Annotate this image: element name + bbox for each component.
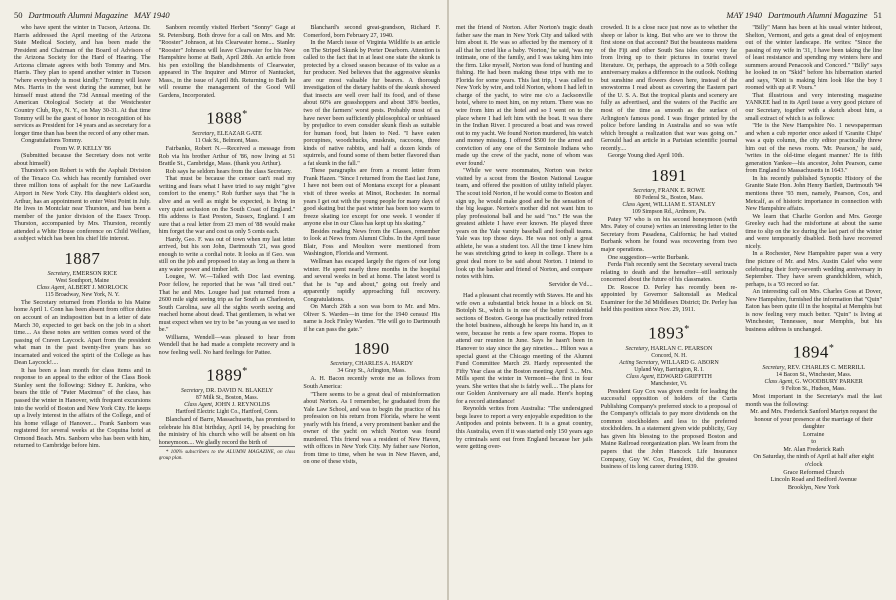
paragraph: met the friend of Norton. After Norton's tragic death father saw the man in New York City and talked with him about it. He was so affected by the memory of it all that he cried like a baby. 'Norton,' he said, 'was my intimate, one of the family, and I was taking him into the firm. Like myself, Norton was fond of hunting and fishing. He had been making these trips with me to Florida for some years. This last trip, I was called to New York by wire, and told Norton, whom I had left in charge of the yacht, to wire me c/o a Jacksonville hotel, where to meet him, on my return. There was no wire from him at the hotel and so I went on to the place where I had left him with the boat. It was there in the Indian River. I procured a boat and was rowed out to my yacht. We found Norton murdered, his watch and money missing. I offered $500 for the arrest and conviction of any one of the Seminole Indians who made up the crew of the yacht, none of whom was ever found.' bbox=[456, 24, 593, 167]
officer-role: Class Agent bbox=[764, 379, 793, 386]
magazine-title: Dartmouth Alumni Magazine bbox=[768, 10, 868, 20]
paragraph: Hardy, Geo. F. was out of town when my last letter arrived, but his son John, Dartmouth '21, was good enough to write a cordial note. It looks as if Geo. was still on the job and proposed to stay as long as there is any water power and timber left. bbox=[158, 235, 296, 273]
text-column bbox=[456, 24, 593, 600]
paragraph: Thurston's son Robert is with the Asphalt Division of the Texaco Co. which has recently furnished over three million tons of asphalt for the new LaGuardia Airport in New York City. His daughter's oldest son, Arthur, has an appointment to enter West Point in July. He lives in Montclair near Thurston, and has been a member of the junior division of the Essex Troop. Thurston, accompanied by Mrs. Thurston, recently attended a White House conference on Child Welfare, a subject which has been his chief life interest. bbox=[14, 167, 151, 243]
officer-address: 11 Oak St., Belmont, Mass. bbox=[195, 138, 259, 145]
officer-address: 80 Federal St., Boston, Mass. bbox=[634, 194, 704, 201]
paragraph: Reynolds writes from Australia: "The undersigned begs leave to report a very enjoyable expedition to the Antipodes and points between. It is a great country, this Australia, even if it was started only 150 years ago by criminals sent out from England because her jails were getting over- bbox=[456, 405, 593, 451]
running-head-left bbox=[14, 10, 440, 24]
officer-line: Class Agent, JOHN J. REYNOLDS bbox=[184, 402, 270, 409]
paragraph: An interesting call on Mrs. Charles Goss at Dover, New Hampshire, furnished the information that "Quin" Eaton has been quite ill in the hospital at Memphis but is now feeling very much better. "Quin" is living at Winchester, Tennessee, near Memphis, but his business address is unchanged. bbox=[745, 288, 883, 333]
officer-address: Concord, N. H. bbox=[651, 352, 687, 359]
subscriber-mark: * bbox=[828, 343, 835, 355]
officer-role: Secretary bbox=[330, 361, 353, 368]
subscriber-mark: * bbox=[684, 323, 690, 335]
text-column bbox=[14, 24, 151, 600]
issue-date: MAY 1940 bbox=[133, 10, 170, 20]
paragraph: Congratulations Tommy. bbox=[21, 137, 83, 145]
class-year-heading: 1894* bbox=[792, 343, 835, 363]
officer-role: Secretary bbox=[47, 270, 70, 277]
officer-address: 34 Gray St., Arlington, Mass. bbox=[337, 368, 406, 375]
officer-name: DR. DAVID N. BLAKELY bbox=[205, 388, 274, 395]
paragraph: President Guy Cox was given credit for leading the successful opposition of holders of the Curtis Publishing Company's preferred stock to a proposal of the Company's officials to pay more dividends on the common stockholders and less to the preferred stockholders. In a statement given wide publicity, Guy has given his blessing to the proposed Boston and Maine Railroad reorganization plan. We learn from the papers that the John Hancock Life Insurance Company, Guy W. Cox, President, did the greatest business of its long career during 1939. bbox=[600, 387, 738, 471]
class-officer bbox=[601, 202, 738, 216]
paragraph: One suggestion—write Burbank. bbox=[607, 253, 690, 261]
paragraph: Lougee, W. W.—Talked with Doc last evening. Poor fellow, he reported that he was "all tired out." That he and Mrs. Lougee had just returned from a 2600 mile sight seeing trip as far South as Charleston, South Carolina, saw all the sights worth seeing and reached home about dead. That gentlemen, is what we must expect when we try to be "as young as we used to be." bbox=[158, 273, 296, 334]
class-year-heading: 1890 bbox=[353, 339, 390, 359]
officer-line: Acting Secretary, WILLARD G. ABORN bbox=[619, 359, 719, 366]
text-column bbox=[601, 24, 738, 600]
class-year-heading: 1888* bbox=[206, 109, 248, 129]
officer-role: Secretary bbox=[625, 345, 648, 352]
paragraph: Lincoln Road and Bedford Avenue bbox=[770, 476, 857, 484]
paragraph: who have spent the winter in Tucson, Arizona. Dr. Harris addressed the April meeting of the Arizona State Medical Society, and has been made the President and Chairman of the Board of Advisors of the Arizona Society for the Hard of Hearing. The Arizona climate agrees with both Tommy and Mrs. Harris. They plan to spend another winter in Tucson "where everybody is most kindly." Tommy will leave Mrs. Harris in the west during the summer, but he himself must attend the 73d Annual meeting of the American Otological Society at the Westchester Country Club, Rye, N. Y., on May 30-31. At that time Tommy will be the guest of honor in recognition of his services as President for 14 years and as secretary for a longer time than has been the record of any other man. bbox=[14, 24, 151, 137]
class-year-heading: 1893* bbox=[648, 323, 690, 343]
paragraph: Rob says he seldom hears from the class Secretary. bbox=[165, 167, 292, 175]
paragraph: It has been a lean month for class items and in response to an appeal to the editor of the Class Book Stanley sent the following: Sidney E. Junkins, who bears the title of "Pater Maximus" of the class, has passed the winter in Hanover, with frequent excursions into the world of Boston and New York City. He keeps up a lively interest in the affairs of the College, and of his home village of Hanover.... Frank Sanborn was registered for several weeks at the Coquina hotel at Ormond Beach. Mrs. Sanborn who has been with him, returned to Cambridge before him. bbox=[14, 366, 151, 450]
officer-address: 109 Simpson Rd., Ardmore, Pa. bbox=[632, 208, 706, 215]
class-officer bbox=[601, 360, 738, 374]
officer-name: CHARLES A. HARDY bbox=[355, 361, 414, 368]
officer-name: JOHN J. REYNOLDS bbox=[214, 402, 270, 409]
paragraph: In a Rochester, New Hampshire paper was a very fine picture of Mr. and Mrs. Austin Calef who were celebrating their forty-seventh wedding anniversary in September. They have seven grandchildren, which, perhaps, is a '93 record so far. bbox=[745, 250, 883, 288]
paragraph: Besides reading News from the Classes, remember to look at News from Alumni Clubs. In the April issue Blair, Foss and Moulton were mentioned from Washington, Florida and Vermont. bbox=[303, 227, 441, 258]
paragraph: Grace Reformed Church bbox=[783, 468, 845, 476]
officer-address: Manchester, Vt. bbox=[650, 380, 688, 387]
paragraph: Ferda Fish recently sent the Secretary several tracts relating to death and the hereafter—still seriously concerned about the future of his classmates. bbox=[600, 261, 738, 284]
officer-address: West Southport, Maine bbox=[55, 277, 110, 284]
officer-name: WILLARD G. ABORN bbox=[660, 359, 719, 366]
paragraph: (Submitted because the Secretary does not write about himself) bbox=[14, 152, 151, 167]
paragraph: These paragraphs are from a recent letter from Frank Hazen. "Since I returned from the East last June, I have not been out of Montana except for a pleasant visit of three weeks at Minot, Rochester. In normal years I get out with the young people for many days of good skating but the past winter has been too warm to freeze skating ice except for one week. I wonder if anyone else in our Class has kept up his skating." bbox=[303, 167, 441, 228]
class-year-heading: 1889* bbox=[206, 366, 248, 386]
paragraph: Had a pleasant chat recently with Staves. He and his wife own a substantial brick house in a block on St. Botolph St., which is in one of the better residential sections of Boston. George has practically retired from the hotel business, although he keeps his hand in, as it were, because he rents a few spare rooms. Hopes to attend our reunion in June. Says he hasn't been in Hanover to stay since the gay nineties.... Hilton was a special guest at the Chicago meeting of the Alumni Fund Committee March 29. Hardy represented the Fifty Year class at the Boston meeting April 3.... Mrs. Mills spent the winter in Vermont—the first in four years. She writes that she is fairly well.... The plans for our Golden Anniversary are all made. Here's hoping for a record attendance! bbox=[456, 292, 593, 405]
text-column bbox=[745, 24, 882, 600]
officer-address: Upland Way, Barrington, R. I. bbox=[634, 366, 704, 373]
officer-address: 87 Milk St., Boston, Mass. bbox=[195, 395, 259, 402]
officer-address: Hartford Electric Light Co., Hartford, Conn. bbox=[175, 409, 279, 416]
paragraph: Blanchard's second great-grandson, Richard F. Comerford, born February 27, 1940. bbox=[303, 24, 441, 39]
paragraph: crowded. It is a close race just now as to whether the sheep or labor is king. But who are we to throw the first stone on that account? But the beauteous maidens of the Fiji and other South Sea isles come very far from living up to their pictures in tourist travel literature. Or, perhaps, the approach to a 50th college anniversary makes a difference in the outlook. Nothing but sunshine and flowers down here, instead of the snowstorms I read about as covering the Eastern part of the U. S. A. But the tropical plants and scenery are fully as advertised, and the waters of the Pacific are most of the time as smooth as the surface of Arlington's famous pond. I was finger printed by the police before landing in Australia and so was wife which brought a realization that war was going on." Gerould had an article in a Parisian scientific journal recently.... bbox=[600, 24, 738, 152]
paragraph: From W. P. KELLY '86 bbox=[53, 144, 111, 152]
paragraph: Sanborn recently visited Herbert "Sonny" Gage at St. Petersburg. Both drove for a call on Mrs. and Mr. "Rooster" Johnson, at his Clearwater home.... Stanley "Rooster" Johnson will leave Clearwater for his New Hampshire home at Bath, April 28th. An article from his pen extolling the blandishments of Clearwater, appeared in The Inquirer and Mirror of Nantucket, Mass., in the issue of April 8th. Returning to Bath he will resume the management of the Good Will Gardens, Incorporated. bbox=[158, 24, 296, 99]
footnote: * 100% subscribers to the ALUMNI MAGAZINE, on class group plan. bbox=[159, 446, 296, 461]
paragraph: In his recently published Synoptic History of the Granite State Hon. John Henry Bartlett, Dartmouth '94 mentions three '93 men, namely, Pearson, Cox, and Metcalf, as of historic importance in connection with New Hampshire affairs. bbox=[745, 174, 883, 213]
page-number: 50 bbox=[14, 10, 23, 20]
class-officer bbox=[159, 131, 296, 145]
paragraph: A. H. Bacon recently wrote me as follows from South America: bbox=[303, 375, 441, 390]
officer-name: G. WOODBURY PARKER bbox=[795, 379, 863, 386]
class-officer bbox=[745, 365, 882, 379]
paragraph: "There seems to be a great deal of misinformation about Norton. As I remember, he graduated from the Yale Law School, and was to begin the practice of his profession on his return from Florida, where he went yearly with his friend, a very prominent banker and the owner of the yacht on which Norton was found murdered. This friend was a resident of New Haven, with offices in New York City. My father saw Norton, from time to time, when he was in New Haven, and, on one of these visits, bbox=[303, 390, 441, 466]
paragraph: The Secretary returned from Florida to his Maine home April 1. Conn has been absent from office duties on account of an indisposition but in a letter of date March 30, expected to get back on the job in a short time.... As these notes are written comes word of the passing of Craven Laycock. Apart from the president what man in the past twenty-five years has so incarnated and voiced the spirit of the College as has Dean Laycock!.... bbox=[14, 298, 151, 367]
paragraph: We learn that Charlie Gordon and Mrs. George Greeley each had the misfortune at about the same time to slip on the ice during the last part of the winter and were temporarily disabled. Both have recovered nicely. bbox=[745, 212, 883, 250]
class-officer bbox=[159, 388, 296, 402]
officer-line: Secretary, DR. DAVID N. BLAKELY bbox=[180, 388, 274, 395]
text-column bbox=[303, 24, 440, 600]
paragraph: "Billy" Mann has been at his usual winter hideout, Shelton, Vermont, and gets a great deal of enjoyment out of the winter landscape. He writes: "Since the passing of my wife in '31, I have been taking the line of least resistance and spending my winters here and summers around Penacook and Concord." "Billy" says he looked in on "Skid" before his hibernation started and says, "Knit is making him look like the boy I roomed with up at P. Vours." bbox=[745, 24, 883, 92]
officer-line: Secretary, CHARLES A. HARDY bbox=[330, 361, 414, 368]
officer-name: REV. CHARLES C. MERRILL bbox=[787, 365, 865, 372]
paragraph: "He is the New Hampshire No. 1 newspaperman and when a cub reporter once asked if 'Granite Chips' was a quip column, the city editor practically threw him out of the news room. 'Mr. Pearson,' he said, 'writes in the old-time elegant manner.' He is fifth generation Yankee—his ancestor, John Pearson, came from England to Massachusetts in 1643." bbox=[745, 122, 883, 175]
officer-name: WILLIAM E. STANLEY bbox=[653, 201, 716, 208]
officer-address: 9 Felton St., Hudson, Mass. bbox=[781, 386, 846, 393]
class-officer bbox=[303, 361, 440, 375]
page-number: 51 bbox=[873, 10, 882, 20]
paragraph: "While we were roommates, Norton was twice visited by a scout from the Boston National League team, and offered the position of utility infield player. The scout told Norton, if he would come to Boston and sign up, he would make good and be the sensation of the big league. Norton's mother did not want him to play professional ball and he said "no." He was the greatest athlete I have ever known. He played three years on the Yale varsity baseball and football teams. Yale was top those days. He was not only a great athlete, he was a student too. All the time I knew him he was stretching grind to keep in college. There is a great deal more to be said about Norton. I intend to look up the banker and friend of Norton, and compare notes with him. bbox=[456, 167, 593, 281]
right-page bbox=[448, 0, 896, 600]
magazine-title: Dartmouth Alumni Magazine bbox=[28, 10, 128, 20]
class-year-heading: 1891 bbox=[651, 165, 687, 185]
subscriber-mark: * bbox=[242, 366, 248, 378]
officer-role: Class Agent bbox=[622, 201, 651, 208]
signature: Servidor de Vd.... bbox=[548, 280, 593, 288]
class-officer bbox=[14, 271, 151, 285]
paragraph: Dr. Roscoe D. Perley has recently been re-appointed by Governor Saltonstall as Medical Examiner for the 3d Middlesex District; Dr. Perley has held this position since Nov. 29, 1911. bbox=[600, 283, 738, 314]
paragraph: Brooklyn, New York bbox=[787, 483, 840, 491]
paragraph: Blanchard of Barre, Massachusetts, has promised to celebrate his 81st birthday, April 14, by preaching for the ministry of his church who will be absent on his honeymoon.... We gladly record the birth of bbox=[158, 416, 296, 446]
class-officer bbox=[159, 402, 296, 416]
officer-name: HARLAN C. PEARSON bbox=[650, 345, 713, 352]
text-column bbox=[159, 24, 296, 600]
officer-line: Secretary, HARLAN C. PEARSON bbox=[625, 345, 713, 352]
officer-name: ALBERT J. MORLOCK bbox=[67, 284, 128, 291]
officer-role: Secretary bbox=[633, 187, 656, 194]
paragraph: George Young died April 10th. bbox=[607, 152, 684, 160]
paragraph: In the March issue of Virginia Wildlife is an article on The Striped Skunk by Porter Dearborn. Attention is called to the fact that in at least one state the skunk is protected by a closed season because of its value as a fur producer. Ned believes that the aggressive skunks are our most valuable fur bearers. A thorough investigation of the dietary habits of the skunk showed that insects are well over half its food, and of these about 60% are grasshoppers and about 38% beetles, two of the farmers' worst pests. Probably most of us have never been sufficiently philosophical or unbiased by prejudice to even consider skunk flesh as suitable for human food, but listen to Ned. "I have eaten porcupines, woodchucks, muskrats, raccoons, three kinds of native rabbits, and half a dozen kinds of squirrels, and found some of them better flavored than a fat skunk in the fall." bbox=[303, 39, 441, 167]
paragraph: Williams, Wendell—was pleased to hear from Wendell that he had made a complete recovery and is now feeling well. No hard feelings for Pattee. bbox=[158, 333, 296, 356]
paragraph: Fairbanks, Robert N.—Received a message from Rob via his brother Arthur of '86, now living at 51 Brattle St., Cambridge, Mass. (thank you Arthur). bbox=[158, 145, 296, 168]
officer-name: FRANK E. ROWE bbox=[658, 187, 705, 194]
paragraph: Most important in the Secretary's mail the last month was the following: bbox=[745, 393, 883, 408]
officer-role: Secretary bbox=[192, 131, 215, 138]
paragraph: On Saturday, the ninth of April at half after eight o'clock bbox=[753, 453, 874, 468]
officer-address: 14 Bacon St., Winchester, Mass. bbox=[776, 372, 852, 379]
officer-address: 115 Broadway, New York, N. Y. bbox=[45, 291, 120, 298]
paragraph: Mr. and Mrs. Frederick Sanford Martyn request the honour of your presence at the marriage of their daughter bbox=[750, 408, 878, 431]
right-columns bbox=[456, 24, 882, 600]
officer-role: Secretary bbox=[180, 388, 203, 395]
subscriber-mark: * bbox=[242, 109, 248, 121]
officer-role: Acting Secretary bbox=[619, 359, 658, 366]
officer-line: Class Agent, WILLIAM E. STANLEY bbox=[622, 201, 716, 208]
officer-name: EMERSON RICE bbox=[72, 270, 118, 277]
officer-line: Class Agent, ALBERT J. MORLOCK bbox=[36, 284, 128, 291]
class-officer bbox=[601, 374, 738, 388]
officer-line: Class Agent, EDWARD GRIFFITH bbox=[626, 373, 712, 380]
officer-role: Secretary bbox=[762, 365, 785, 372]
left-columns bbox=[14, 24, 440, 600]
class-officer bbox=[601, 188, 738, 202]
class-officer bbox=[14, 285, 151, 299]
paragraph: That illustrious and very interesting magazine YANKEE had in its April issue a very good picture of our Secretary, together with a sketch about him, a small extract of which is as follows: bbox=[745, 91, 883, 122]
paragraph: Wellman has escaped largely the rigors of our long winter. He spent nearly three months in the hospital and several weeks in bed at home. The latest word is that he is "up and about," going out freely and apparently rapidly approaching full recovery. Congratulations. bbox=[303, 257, 441, 303]
paragraph: Patey '97 who is on his second honeymoon (with Mrs. Patey of course) writes an interesting letter to the Secretary from Pasadena, California; he had visited Burbank whom he found was recovering from two major operations. bbox=[600, 215, 738, 254]
class-officer bbox=[601, 346, 738, 360]
officer-line: Class Agent, G. WOODBURY PARKER bbox=[764, 379, 863, 386]
class-year-heading: 1887 bbox=[64, 248, 101, 268]
running-head-right bbox=[456, 10, 882, 24]
officer-line: Secretary, EMERSON RICE bbox=[47, 270, 118, 277]
paragraph: Lorraine bbox=[803, 430, 825, 438]
issue-date: MAY 1940 bbox=[726, 10, 763, 20]
officer-line: Secretary, ELEAZAR GATE bbox=[192, 131, 262, 138]
officer-role: Class Agent bbox=[36, 284, 65, 291]
officer-name: EDWARD GRIFFITH bbox=[656, 373, 712, 380]
officer-role: Class Agent bbox=[626, 373, 654, 380]
officer-line: Secretary, FRANK E. ROWE bbox=[633, 187, 705, 194]
officer-name: ELEAZAR GATE bbox=[217, 131, 262, 138]
paragraph: Mr. Alan Frederick Rath bbox=[783, 445, 844, 453]
paragraph: to bbox=[811, 438, 817, 446]
officer-line: Secretary, REV. CHARLES C. MERRILL bbox=[762, 365, 865, 372]
class-officer bbox=[745, 379, 882, 393]
paragraph: On March 26th a son was born to Mr. and Mrs. Oliver S. Warden—in time for the 1940 census! His name is Jock Finley Warden. "He will go to Dartmouth if he can pass the gate." bbox=[303, 303, 441, 333]
officer-role: Class Agent bbox=[184, 402, 212, 409]
paragraph: That must be because the censor can't read my writing and fears what I have tried to say might "give comfort to the enemy." Rob further says that "he is alive and as well as might be expected, is living in very quiet seclusion on the South Coast of England." His address is East Preston, Sussex, England. I am sure that a real letter from 23 men of '88 would make him forget the war and cost us only 5 cents each. bbox=[158, 175, 296, 236]
